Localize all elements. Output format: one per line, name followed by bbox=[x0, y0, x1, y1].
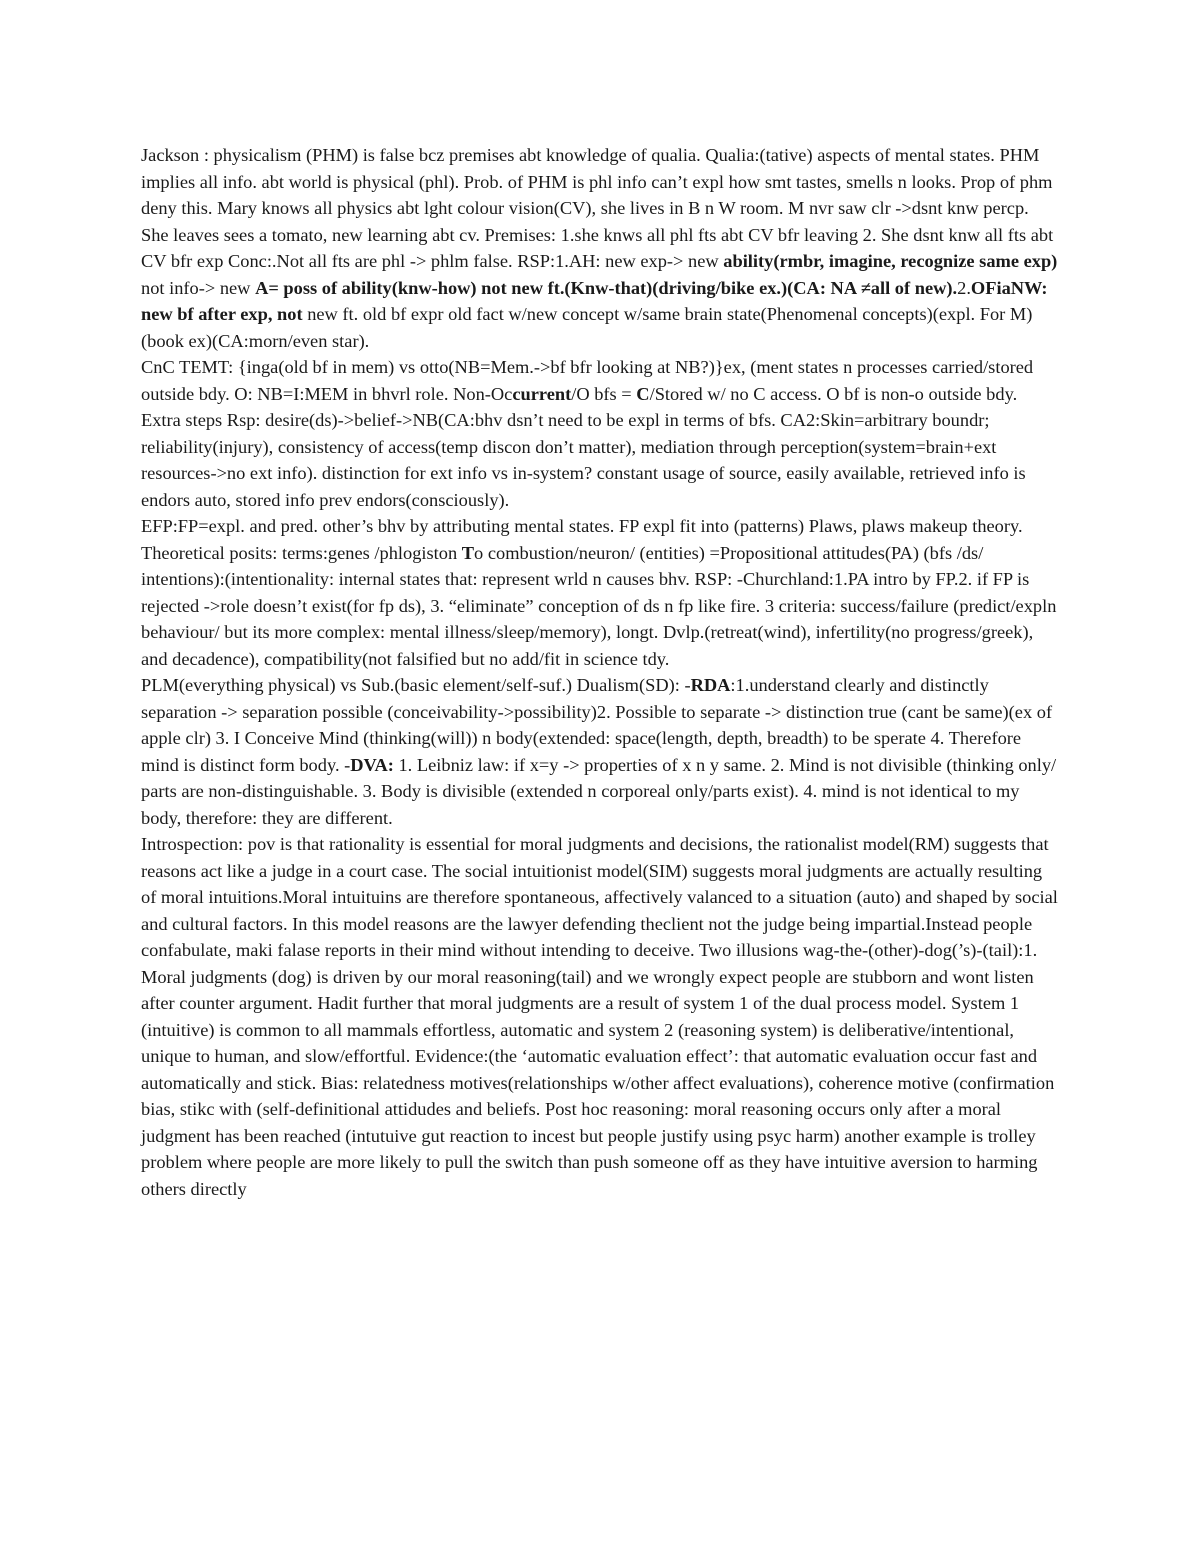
paragraph-introspection bbox=[141, 831, 1059, 1202]
text-run: :1.understand clearly and distinctly separation -> separation possible (conceivability->possibility)2. Possible to separate -> distinction true (cant be same)(ex of apple clr) 3. I Conceive Mind (thinking(will)) n body(extended: space(length, depth, breadth) to be sperate 4. Therefore mind is distinct form body. - bbox=[141, 675, 1053, 775]
bold-text-run: T bbox=[461, 542, 475, 563]
text-run: 2. bbox=[957, 277, 971, 298]
text-run: new ft. old bf expr old fact w/new concept w/same brain state(Phenomenal concepts)(expl. For M) (book ex)(CA:morn/even star). bbox=[141, 304, 1033, 351]
text-run: EFP:FP=expl. and pred. other’s bhv by attributing mental states. FP expl fit into (patterns) Plaws, plaws makeup theory. Theoretical posits: terms:genes /phlogiston bbox=[141, 516, 1023, 563]
bold-text-run: A= poss of ability(knw-how) not new ft.(Knw-that)(driving/bike ex.)(CA: NA ≠all of new). bbox=[255, 277, 958, 298]
bold-text-run: ability(rmbr, imagine, recognize same exp) bbox=[723, 251, 1058, 271]
text-run: 1. Leibniz law: if x=y -> properties of x n y same. 2. Mind is not divisible (thinking only/ parts are non-distinguishable. 3. Body is divisible (extended n corporeal only/parts exist). 4. mind is not identical to my body, therefore: they are different. bbox=[141, 754, 1057, 828]
bold-text-run: OFiaNW: new bf after exp, not bbox=[141, 277, 1048, 324]
bold-text-run: current bbox=[512, 383, 572, 404]
document-body bbox=[141, 142, 1059, 1202]
bold-text-run: DVA: bbox=[350, 754, 394, 775]
text-run: o combustion/neuron/ (entities) =Propositional attitudes(PA) (bfs /ds/ intentions):(intentionality: internal states that: represent wrld n causes bhv. RSP: -Churchland:1.PA intro by FP.2. if FP is rejected ->role doesn’t exist(for fp ds), 3. “eliminate” conception of ds n fp like fire. 3 criteria: success/failure (predict/expln behaviour/ but its more complex: mental illness/sleep/memory), longt. Dvlp.(retreat(wind), infertility(no progress/greek), and decadence), compatibility(not falsified but no add/fit in science tdy. bbox=[141, 542, 1057, 669]
paragraph-cnc-temt bbox=[141, 354, 1059, 513]
text-run: CnC TEMT: {inga(old bf in mem) vs otto(NB=Mem.->bf bfr looking at NB?)}ex, (ment states n processes carried/stored outside bdy. O: NB=I:MEM in bhvrl role. Non-Oc bbox=[141, 357, 1034, 404]
text-run: not info-> new bbox=[141, 277, 256, 298]
text-run: Introspection: pov is that rationality is essential for moral judgments and decisions, the rationalist model(RM) suggests that reasons act like a judge in a court case. The social intuitionist model(SIM) suggests moral judgments are actually resulting of moral intuitions.Moral intuituins are therefore spontaneous, affectively valanced to a situation (auto) and shaped by social and cultural factors. In this model reasons are the lawyer defending theclient not the judge being impartial.Instead people confabulate, maki falase reports in their mind without intending to deceive. Two illusions wag-the-(other)-dog(’s)-(tail):1. Moral judgments (dog) is driven by our moral reasoning(tail) and we wrongly expect people are stubborn and wont listen after counter argument. Hadit further that moral judgments are a result of system 1 of the dual process model. System 1 (intuitive) is common to all mammals effortless, automatic and system 2 (reasoning system) is deliberative/intentional, unique to human, and slow/effortful. Evidence:(the ‘automatic evaluation effect’: that automatic evaluation occur fast and automatically and stick. Bias: relatedness motives(relationships w/other affect evaluations), coherence motive (confirmation bias, stikc with (self-definitional attidudes and beliefs. Post hoc reasoning: moral reasoning occurs only after a moral judgment has been reached (intutuive gut reaction to incest but people justify using psyc harm) another example is trolley problem where people are more likely to pull the switch than push someone off as they have intuitive aversion to harming others directly bbox=[141, 834, 1058, 1199]
text-run: /O bfs = bbox=[571, 383, 637, 404]
paragraph-jackson bbox=[141, 142, 1059, 354]
text-run: /Stored w/ no C access. O bf is non-o outside bdy. Extra steps Rsp: desire(ds)->belief->NB(CA:bhv dsn’t need to be expl in terms of bfs. CA2:Skin=arbitrary boundr; reliability(injury), consistency of access(temp discon don’t matter), mediation through perception(system=brain+ext resources->no ext info). distinction for ext info vs in-system? constant usage of source, easily available, retrieved info is endors auto, stored info prev endors(consciously). bbox=[141, 383, 1026, 510]
text-run: PLM(everything physical) vs Sub.(basic element/self-suf.) Dualism(SD): - bbox=[141, 675, 691, 695]
paragraph-plm bbox=[141, 672, 1059, 831]
paragraph-efp bbox=[141, 513, 1059, 672]
text-run: Jackson : physicalism (PHM) is false bcz premises abt knowledge of qualia. Qualia:(tative) aspects of mental states. PHM implies all info. abt world is physical (phl). Prob. of PHM is phl info can’t expl how smt tastes, smells n looks. Prop of phm deny this. Mary knows all physics abt lght colour vision(CV), she lives in B n W room. M nvr saw clr ->dsnt knw percp. She leaves sees a tomato, new learning abt cv. Premises: 1.she knws all phl fts abt CV bfr leaving 2. She dsnt knw all fts abt CV bfr exp Conc:.Not all fts are phl -> phlm false. RSP:1.AH: new exp-> new bbox=[141, 145, 1054, 271]
bold-text-run: C bbox=[636, 383, 650, 404]
bold-text-run: RDA bbox=[690, 675, 731, 695]
